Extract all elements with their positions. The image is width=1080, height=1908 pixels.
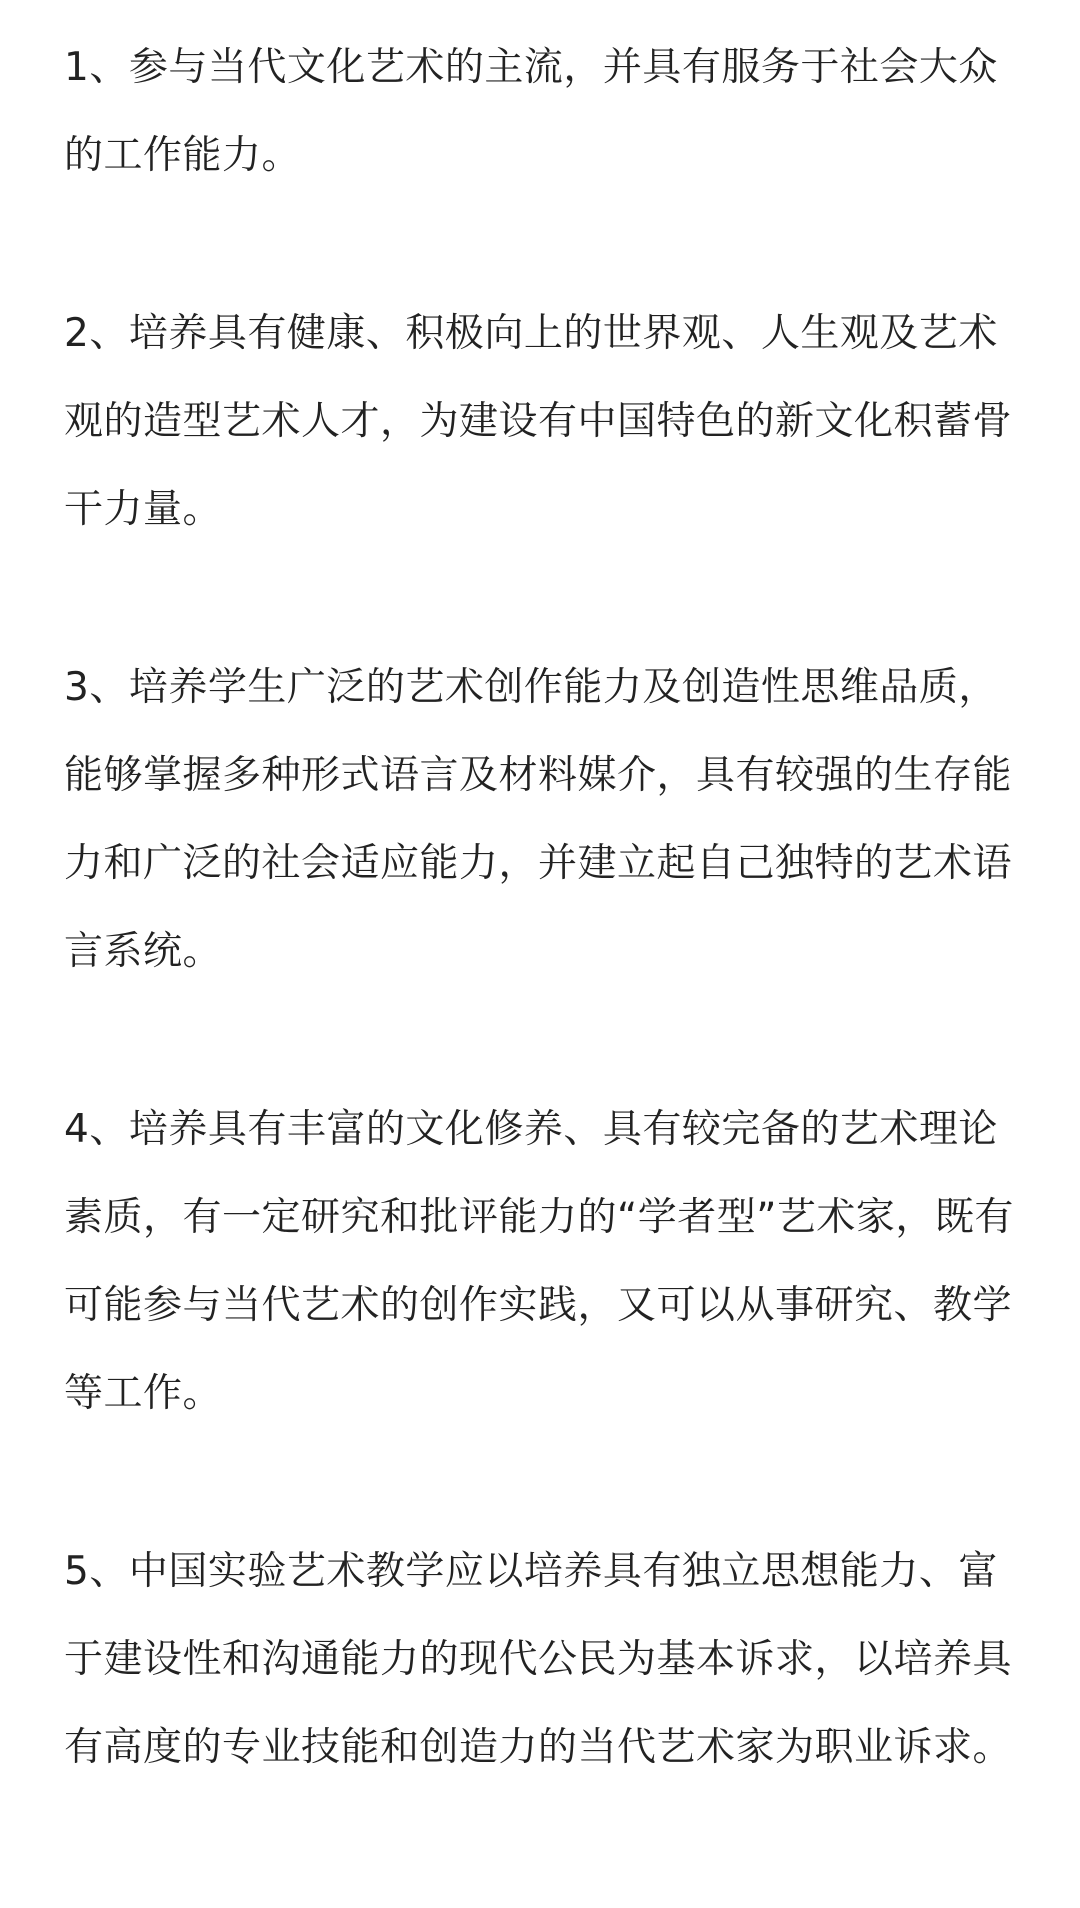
paragraph-2: 2、培养具有健康、积极向上的世界观、人生观及艺术观的造型艺术人才，为建设有中国特色的新文化积蓄骨干力量。: [64, 311, 1013, 532]
document-body: [64, 24, 1024, 1882]
paragraph-3: 3、培养学生广泛的艺术创作能力及创造性思维品质，能够掌握多种形式语言及材料媒介，具有较强的生存能力和广泛的社会适应能力，并建立起自己独特的艺术语言系统。: [64, 665, 1013, 974]
paragraph-5: 5、中国实验艺术教学应以培养具有独立思想能力、富于建设性和沟通能力的现代公民为基本诉求，以培养具有高度的专业技能和创造力的当代艺术家为职业诉求。: [64, 1549, 1013, 1770]
paragraph-1: 1、参与当代文化艺术的主流，并具有服务于社会大众的工作能力。: [64, 45, 998, 178]
paragraph-4: 4、培养具有丰富的文化修养、具有较完备的艺术理论素质，有一定研究和批评能力的“学者型”艺术家，既有可能参与当代艺术的创作实践，又可以从事研究、教学等工作。: [64, 1107, 1014, 1416]
